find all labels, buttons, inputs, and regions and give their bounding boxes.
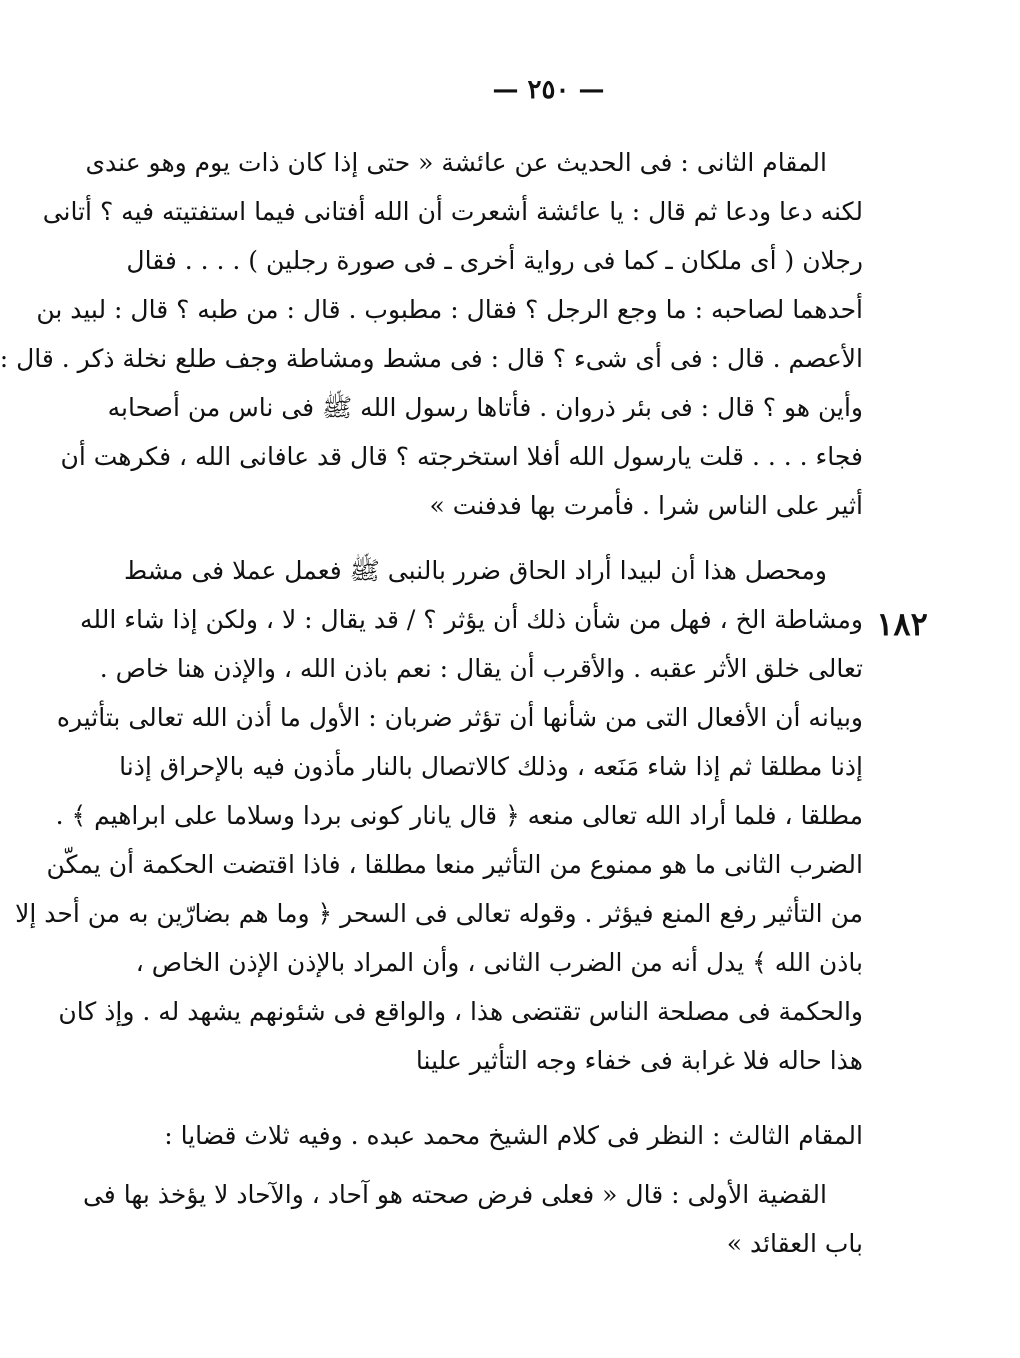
paragraph-second-station <box>0 138 863 530</box>
paragraph-third-station <box>164 1111 863 1160</box>
text-line: هذا حاله فلا غرابة فى خفاء وجه التأثير علينا <box>415 1046 863 1075</box>
text-line: القضية الأولى : قال « فعلى فرض صحته هو آحاد ، والآحاد لا يؤخذ بها فى <box>82 1180 827 1209</box>
text-line: من التأثير رفع المنع فيؤثر . وقوله تعالى فى السحر ﴿ وما هم بضارّين به من أحد إلا <box>15 899 863 928</box>
text-line: المقام الثالث : النظر فى كلام الشيخ محمد عبده . وفيه ثلاث قضايا : <box>164 1121 863 1150</box>
text-line: مطلقا ، فلما أراد الله تعالى منعه ﴿ قال يانار كونى بردا وسلاما على ابراهيم ﴾ . <box>55 801 863 830</box>
text-line: تعالى خلق الأثر عقبه . والأقرب أن يقال : نعم باذن الله ، والإذن هنا خاص . <box>99 654 863 683</box>
paragraph-summary <box>15 546 863 1085</box>
margin-reference-number: ١٨٢ <box>876 605 928 643</box>
text-line: إذنا مطلقا ثم إذا شاء مَنَعه ، وذلك كالاتصال بالنار مأذون فيه بالإحراق إذنا <box>119 752 863 781</box>
text-line: فجاء . . . . قلت يارسول الله أفلا استخرجته ؟ قال قد عافانى الله ، فكرهت أن <box>60 442 863 471</box>
text-line: أثير على الناس شرا . فأمرت بها فدفنت » <box>429 491 863 520</box>
text-line: المقام الثانى : فى الحديث عن عائشة « حتى إذا كان ذات يوم وهو عندى <box>85 148 827 177</box>
text-line: الضرب الثانى ما هو ممنوع من التأثير منعا مطلقا ، فاذا اقتضت الحكمة أن يمكّن <box>46 850 863 879</box>
text-line: والحكمة فى مصلحة الناس تقتضى هذا ، والواقع فى شئونهم يشهد له . وإذ كان <box>58 997 863 1026</box>
text-line: وبيانه أن الأفعال التى من شأنها أن تؤثر ضربان : الأول ما أذن الله تعالى بتأثيره <box>56 703 863 732</box>
text-line: ومشاطة الخ ، فهل من شأن ذلك أن يؤثر ؟ / قد يقال : لا ، ولكن إذا شاء الله <box>80 605 863 634</box>
text-line: وأين هو ؟ قال : فى بئر ذروان . فأتاها رسول الله ﷺ فى ناس من أصحابه <box>107 393 863 422</box>
text-line: باذن الله ﴾ يدل أنه من الضرب الثانى ، وأن المراد بالإذن الإذن الخاص ، <box>135 948 863 977</box>
text-line: لكنه دعا ودعا ثم قال : يا عائشة أشعرت أن الله أفتانى فيما استفتيته فيه ؟ أتانى <box>42 197 863 226</box>
text-line: الأعصم . قال : فى أى شىء ؟ قال : فى مشط ومشاطة وجف طلع نخلة ذكر . قال : <box>0 344 863 373</box>
page-number: — ٢٥٠ — <box>492 75 605 105</box>
text-line: أحدهما لصاحبه : ما وجع الرجل ؟ فقال : مطبوب . قال : من طبه ؟ قال : لبيد بن <box>36 295 863 324</box>
paragraph-first-issue <box>82 1170 863 1268</box>
text-line: ومحصل هذا أن لبيدا أراد الحاق ضرر بالنبى ﷺ فعمل عملا فى مشط <box>123 556 827 585</box>
text-line: رجلان ( أى ملكان ـ كما فى رواية أخرى ـ فى صورة رجلين ) . . . . فقال <box>126 246 863 275</box>
text-line: باب العقائد » <box>726 1229 863 1258</box>
